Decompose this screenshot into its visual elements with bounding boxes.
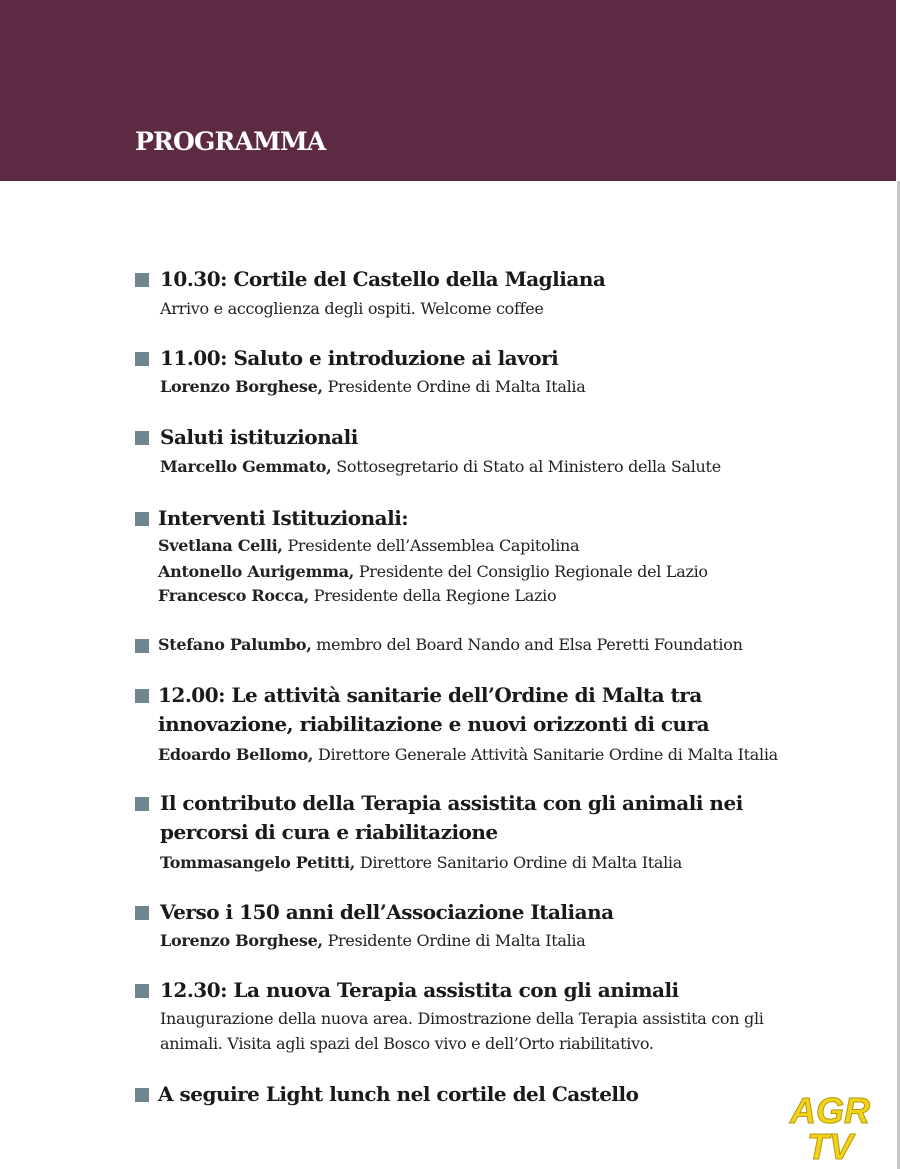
speaker-name: Stefano Palumbo, bbox=[158, 635, 312, 654]
speaker-name: Tommasangelo Petitti, bbox=[160, 853, 356, 872]
speaker-name: Lorenzo Borghese, bbox=[160, 377, 323, 396]
speaker-line bbox=[160, 374, 585, 399]
item-title: Interventi Istituzionali: bbox=[158, 506, 409, 530]
speaker-line bbox=[160, 928, 585, 953]
square-bullet-icon bbox=[135, 906, 149, 920]
item-description: Arrivo e accoglienza degli ospiti. Welcome coffee bbox=[160, 299, 544, 318]
square-bullet-icon bbox=[135, 984, 149, 998]
square-bullet-icon bbox=[135, 1088, 149, 1102]
agr-tv-logo bbox=[770, 1090, 890, 1162]
square-bullet-icon bbox=[135, 431, 149, 445]
item-title: 11.00: Saluto e introduzione ai lavori bbox=[160, 346, 559, 370]
speaker-role: Sottosegretario di Stato al Ministero della Salute bbox=[331, 457, 721, 476]
speaker-role: Direttore Sanitario Ordine di Malta Italia bbox=[355, 853, 682, 872]
item-title: A seguire Light lunch nel cortile del Castello bbox=[158, 1082, 639, 1106]
item-title: 10.30: Cortile del Castello della Magliana bbox=[160, 267, 606, 291]
speaker-role: Presidente Ordine di Malta Italia bbox=[322, 931, 586, 950]
logo-text-line1: AGR bbox=[790, 1090, 870, 1131]
speaker-line bbox=[158, 632, 743, 657]
square-bullet-icon bbox=[135, 512, 149, 526]
item-title: Verso i 150 anni dell’Associazione Italiana bbox=[160, 900, 614, 924]
speaker-name: Antonello Aurigemma, bbox=[158, 562, 355, 581]
square-bullet-icon bbox=[135, 689, 149, 703]
speaker-line bbox=[160, 850, 682, 875]
header-banner bbox=[0, 0, 896, 181]
item-title: percorsi di cura e riabilitazione bbox=[160, 820, 498, 844]
speaker-line bbox=[158, 533, 579, 558]
speaker-role: Direttore Generale Attività Sanitarie Ordine di Malta Italia bbox=[313, 745, 778, 764]
page-title: PROGRAMMA bbox=[135, 127, 326, 156]
speaker-role: Presidente Ordine di Malta Italia bbox=[322, 377, 586, 396]
item-title: Il contributo della Terapia assistita con gli animali nei bbox=[160, 791, 743, 815]
square-bullet-icon bbox=[135, 273, 149, 287]
speaker-line bbox=[158, 742, 778, 767]
item-title: 12.00: Le attività sanitarie dell’Ordine di Malta tra bbox=[158, 683, 702, 707]
speaker-role: Presidente della Regione Lazio bbox=[309, 586, 557, 605]
speaker-role: membro del Board Nando and Elsa Peretti Foundation bbox=[311, 635, 743, 654]
square-bullet-icon bbox=[135, 639, 149, 653]
item-title: 12.30: La nuova Terapia assistita con gli animali bbox=[160, 978, 679, 1002]
item-description: Inaugurazione della nuova area. Dimostrazione della Terapia assistita con gli bbox=[160, 1009, 764, 1028]
item-title: innovazione, riabilitazione e nuovi orizzonti di cura bbox=[158, 712, 710, 736]
speaker-line bbox=[158, 583, 556, 608]
speaker-name: Marcello Gemmato, bbox=[160, 457, 332, 476]
speaker-role: Presidente del Consiglio Regionale del Lazio bbox=[354, 562, 708, 581]
square-bullet-icon bbox=[135, 797, 149, 811]
item-title: Saluti istituzionali bbox=[160, 425, 358, 449]
speaker-line bbox=[160, 454, 721, 479]
item-description: animali. Visita agli spazi del Bosco vivo e dell’Orto riabilitativo. bbox=[160, 1034, 654, 1053]
speaker-name: Francesco Rocca, bbox=[158, 586, 310, 605]
speaker-line bbox=[158, 559, 708, 584]
speaker-name: Edoardo Bellomo, bbox=[158, 745, 314, 764]
square-bullet-icon bbox=[135, 352, 149, 366]
speaker-name: Svetlana Celli, bbox=[158, 536, 283, 555]
logo-text-line2: TV bbox=[806, 1126, 854, 1162]
speaker-name: Lorenzo Borghese, bbox=[160, 931, 323, 950]
speaker-role: Presidente dell’Assemblea Capitolina bbox=[282, 536, 580, 555]
